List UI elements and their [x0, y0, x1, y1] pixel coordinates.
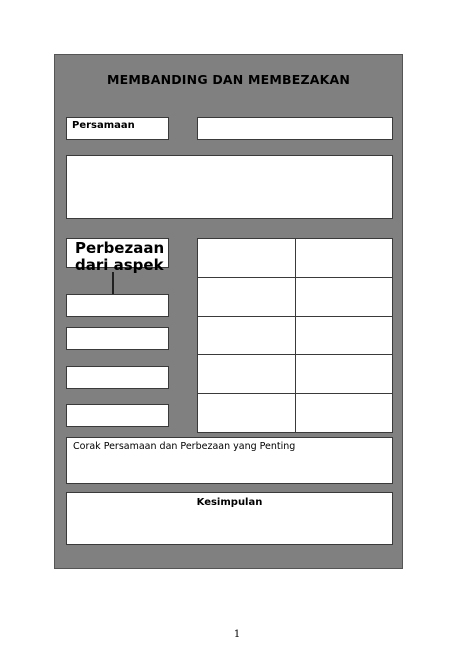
persamaan-content-field[interactable] — [66, 155, 393, 219]
grid-row — [198, 277, 393, 316]
grid-row — [198, 355, 393, 394]
perbezaan-label-box — [66, 238, 169, 274]
aspek-field-3[interactable] — [66, 366, 169, 389]
kesimpulan-box[interactable] — [66, 492, 393, 545]
grid-row — [198, 316, 393, 355]
aspek-field-1[interactable] — [66, 294, 169, 317]
persamaan-label: Persamaan — [72, 120, 135, 131]
corak-label: Corak Persamaan dan Perbezaan yang Penting — [73, 441, 296, 452]
grid-cell[interactable] — [295, 277, 393, 316]
perbezaan-grid — [197, 238, 393, 433]
grid-row — [198, 239, 393, 278]
persamaan-title-field[interactable] — [197, 117, 393, 140]
grid-cell[interactable] — [198, 277, 296, 316]
grid-cell[interactable] — [198, 394, 296, 433]
worksheet-title: MEMBANDING DAN MEMBEZAKAN — [106, 72, 351, 87]
perbezaan-label: Perbezaan dari aspek — [75, 239, 165, 274]
grid-cell[interactable] — [295, 394, 393, 433]
persamaan-label-box — [66, 117, 169, 140]
grid-cell[interactable] — [198, 316, 296, 355]
aspek-field-4[interactable] — [66, 404, 169, 427]
page-number: 1 — [233, 629, 241, 640]
corak-box[interactable] — [66, 437, 393, 484]
aspek-field-2[interactable] — [66, 327, 169, 350]
grid-row — [198, 394, 393, 433]
grid-cell[interactable] — [295, 239, 393, 278]
grid-cell[interactable] — [295, 355, 393, 394]
grid-cell[interactable] — [295, 316, 393, 355]
kesimpulan-label: Kesimpulan — [196, 497, 263, 508]
grid-cell[interactable] — [198, 355, 296, 394]
grid-cell[interactable] — [198, 239, 296, 278]
